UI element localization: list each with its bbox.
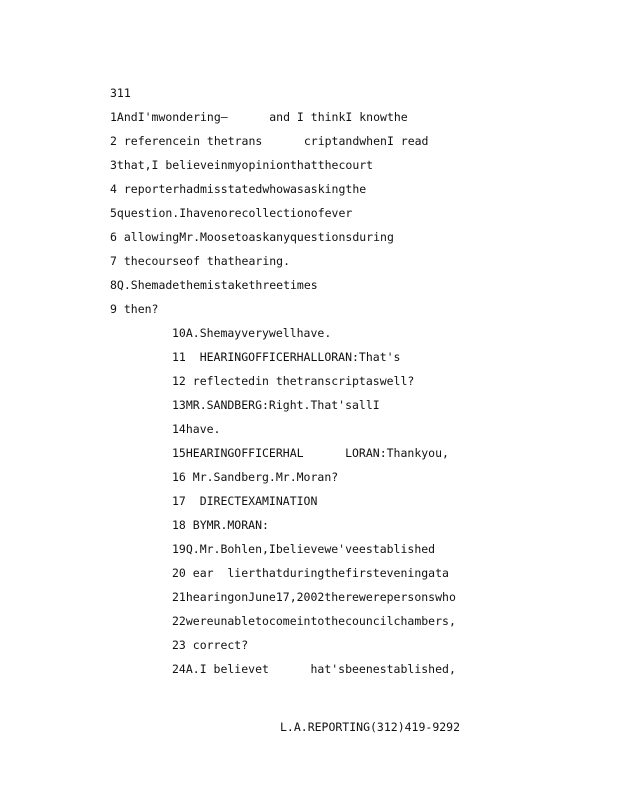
transcript-line: 1AndI'mwondering— and I thinkI knowthe bbox=[110, 110, 408, 124]
transcript-line: 13MR.SANDBERG:Right.That'sallI bbox=[172, 398, 380, 412]
transcript-line: 20 ear lierthatduringthefirsteveningata bbox=[172, 566, 449, 580]
transcript-line: 15HEARINGOFFICERHAL LORAN:Thankyou, bbox=[172, 446, 449, 460]
transcript-line: 4 reporterhadmisstatedwhowasaskingthe bbox=[110, 182, 367, 196]
transcript-line: 9 then? bbox=[110, 302, 159, 316]
reporter-footer: L.A.REPORTING(312)419-9292 bbox=[280, 720, 461, 734]
page-number: 311 bbox=[110, 86, 131, 100]
transcript-line: 18 BYMR.MORAN: bbox=[172, 518, 269, 532]
transcript-line: 8Q.Shemadethemistakethreetimes bbox=[110, 278, 318, 292]
transcript-line: 19Q.Mr.Bohlen,Ibelievewe'veestablished bbox=[172, 542, 436, 556]
transcript-line: 12 reflectedin thetranscriptaswell? bbox=[172, 374, 415, 388]
transcript-line: 14have. bbox=[172, 422, 221, 436]
transcript-line: 21hearingonJune17,2002therewerepersonswho bbox=[172, 590, 456, 604]
transcript-line: 6 allowingMr.Moosetoaskanyquestionsduring bbox=[110, 230, 394, 244]
transcript-line: 2 referencein thetrans criptandwhenI read bbox=[110, 134, 429, 148]
transcript-line: 17 DIRECTEXAMINATION bbox=[172, 494, 318, 508]
transcript-line: 11 HEARINGOFFICERHALLORAN:That's bbox=[172, 350, 401, 364]
transcript-line: 23 correct? bbox=[172, 638, 249, 652]
transcript-line: 7 thecourseof thathearing. bbox=[110, 254, 291, 268]
transcript-line: 16 Mr.Sandberg.Mr.Moran? bbox=[172, 470, 339, 484]
transcript-line: 5question.Ihavenorecollectionofever bbox=[110, 206, 353, 220]
transcript-line: 10A.Shemayverywellhave. bbox=[172, 326, 332, 340]
transcript-line: 3that,I believeinmyopinionthatthecourt bbox=[110, 158, 374, 172]
transcript-line: 22wereunabletocomeintothecouncilchambers, bbox=[172, 614, 456, 628]
transcript-line: 24A.I believet hat'sbeenestablished, bbox=[172, 662, 456, 676]
